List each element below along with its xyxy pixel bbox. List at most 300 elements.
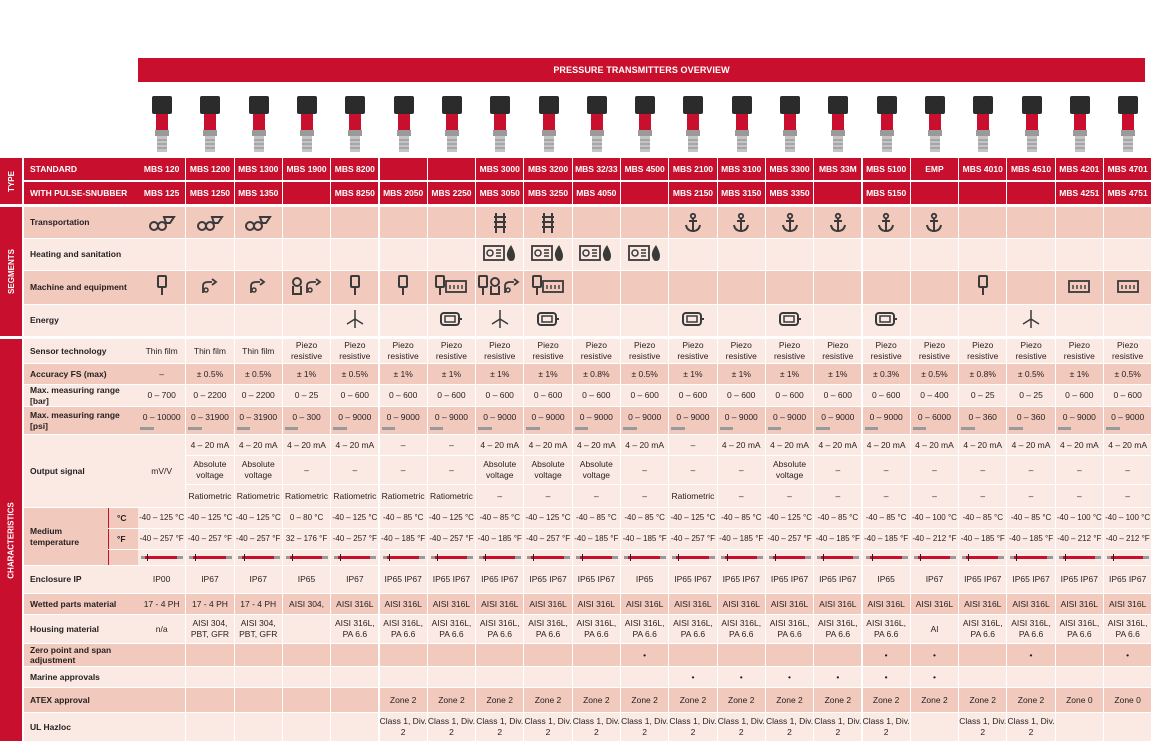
standard-cell: MBS 4701 xyxy=(1104,158,1152,180)
temp-range-bar xyxy=(189,556,231,559)
machine-cell xyxy=(524,271,572,304)
ul-hazloc-cell: Class 1, Div. 2 xyxy=(863,713,911,741)
temp-zero-tick xyxy=(775,554,776,561)
temp-range-bar xyxy=(383,556,425,559)
pulse-snubber-cell: MBS 4050 xyxy=(573,182,621,204)
car-truck-icon xyxy=(244,214,272,232)
temp-c-cell: -40 – 85 °C xyxy=(718,508,766,528)
pulse-snubber-cell: MBS 3050 xyxy=(476,182,524,204)
sensor-icon xyxy=(532,275,542,300)
temp-range-fill xyxy=(725,556,757,559)
energy-cell xyxy=(718,305,766,336)
temp-f-cell: -40 – 257 °F xyxy=(138,529,186,549)
temp-range-bar xyxy=(1059,556,1101,559)
product-image xyxy=(138,86,186,156)
output-current-cell: 4 – 20 mA xyxy=(476,435,524,455)
pulse-snubber-cell: MBS 4751 xyxy=(1104,182,1152,204)
ul-hazloc-cell xyxy=(138,713,186,741)
temp-f-cell: -40 – 185 °F xyxy=(476,529,524,549)
pulse-snubber-cell: MBS 125 xyxy=(138,182,186,204)
range-psi-text: 0 – 9000 xyxy=(869,412,903,423)
accuracy-cell: – xyxy=(138,364,186,384)
machine-cell xyxy=(766,271,814,304)
motor-icon xyxy=(681,311,705,330)
wind-icon xyxy=(345,309,365,332)
wetted-cell: AISI 316L xyxy=(911,594,959,614)
range-psi-text: 0 – 9000 xyxy=(483,412,517,423)
energy-cell xyxy=(138,305,186,336)
output-current-cell: 4 – 20 mA xyxy=(718,435,766,455)
temp-range-fill xyxy=(870,556,902,559)
ul-hazloc-cell xyxy=(283,713,331,741)
pulse-snubber-cell: MBS 4251 xyxy=(1056,182,1104,204)
anchor-icon xyxy=(684,213,702,233)
zero-span-cell xyxy=(766,644,814,666)
wetted-cell: AISI 316L xyxy=(718,594,766,614)
range-indicator xyxy=(768,427,782,430)
temp-c-cell: 0 – 80 °C xyxy=(283,508,331,528)
accuracy-cell: ± 0.8% xyxy=(573,364,621,384)
car-truck-icon xyxy=(148,214,176,232)
heating-cell xyxy=(283,239,331,270)
standard-cell: MBS 8200 xyxy=(331,158,379,180)
output-ratiometric-cell: – xyxy=(718,485,766,507)
panel-icon xyxy=(1117,279,1139,296)
wetted-cell: AISI 304, xyxy=(283,594,331,614)
output-voltage-cell: Absolute voltage xyxy=(524,456,572,484)
output-ratiometric-cell: Ratiometric xyxy=(331,485,379,507)
output-voltage-cell: – xyxy=(863,456,911,484)
range-psi-text: 0 – 9000 xyxy=(1111,412,1145,423)
range-psi-text: 0 – 9000 xyxy=(386,412,420,423)
housing-cell: AISI 316L, PA 6.6 xyxy=(524,615,572,643)
machine-cell xyxy=(669,271,717,304)
temp-c-cell: -40 – 125 °C xyxy=(766,508,814,528)
range-psi-text: 0 – 10000 xyxy=(142,412,181,423)
temp-range-bar xyxy=(479,556,521,559)
temp-range-fill xyxy=(145,556,177,559)
range-bar-cell: 0 – 400 xyxy=(911,385,959,406)
accuracy-cell: ± 1% xyxy=(766,364,814,384)
atex-cell: Zone 2 xyxy=(380,688,428,712)
wetted-cell: AISI 316L xyxy=(476,594,524,614)
sensor-cell: Piezo resistive xyxy=(380,339,428,363)
ul-hazloc-cell xyxy=(331,713,379,741)
atex-cell: Zone 0 xyxy=(1104,688,1152,712)
temp-range-fill xyxy=(773,556,805,559)
machine-cell xyxy=(476,271,524,304)
row-label-range-psi: Max. measuring range [psi] xyxy=(24,407,138,434)
pulse-snubber-cell xyxy=(621,182,669,204)
wetted-cell: AISI 316L xyxy=(1056,594,1104,614)
output-current-cell: 4 – 20 mA xyxy=(235,435,283,455)
panel-icon xyxy=(542,279,564,296)
panel-icon xyxy=(445,279,467,296)
accuracy-cell: ± 0.5% xyxy=(186,364,234,384)
ul-hazloc-cell: Class 1, Div. 2 xyxy=(669,713,717,741)
output-ratiometric-cell: – xyxy=(863,485,911,507)
temp-f-cell: -40 – 212 °F xyxy=(1104,529,1152,549)
temp-c-cell: -40 – 125 °C xyxy=(669,508,717,528)
temp-f-cell: -40 – 185 °F xyxy=(814,529,862,549)
machine-cell xyxy=(621,271,669,304)
machine-cell xyxy=(283,271,331,304)
standard-cell: MBS 120 xyxy=(138,158,186,180)
housing-cell: AISI 316L, PA 6.6 xyxy=(428,615,476,643)
temp-range-bar xyxy=(1010,556,1052,559)
range-indicator xyxy=(720,427,734,430)
temp-zero-tick xyxy=(533,554,534,561)
output-current-cell: 4 – 20 mA xyxy=(1056,435,1104,455)
atex-cell: Zone 2 xyxy=(863,688,911,712)
product-image xyxy=(283,86,331,156)
range-indicator xyxy=(285,427,299,430)
energy-cell xyxy=(766,305,814,336)
transportation-cell xyxy=(524,207,572,238)
temp-zero-tick xyxy=(582,554,583,561)
housing-cell xyxy=(283,615,331,643)
marine-cell xyxy=(283,667,331,687)
temp-range-fill xyxy=(290,556,322,559)
marine-cell xyxy=(573,667,621,687)
temp-range-bar xyxy=(576,556,618,559)
housing-cell: Al xyxy=(911,615,959,643)
hand-icon xyxy=(502,277,522,298)
anchor-icon xyxy=(829,213,847,233)
product-image xyxy=(331,86,379,156)
atex-cell: Zone 2 xyxy=(573,688,621,712)
energy-cell xyxy=(524,305,572,336)
motor-icon xyxy=(874,311,898,330)
product-image xyxy=(573,86,621,156)
transportation-cell xyxy=(621,207,669,238)
ul-hazloc-cell: Class 1, Div. 2 xyxy=(959,713,1007,741)
output-ratiometric-cell: – xyxy=(1056,485,1104,507)
housing-cell: AISI 316L, PA 6.6 xyxy=(669,615,717,643)
temp-c-cell: -40 – 125 °C xyxy=(428,508,476,528)
marine-cell xyxy=(959,667,1007,687)
transportation-cell xyxy=(863,207,911,238)
pulse-snubber-cell: MBS 5150 xyxy=(863,182,911,204)
motor-icon xyxy=(778,311,802,330)
anchor-icon xyxy=(925,213,943,233)
row-label-pulse: WITH PULSE-SNUBBER xyxy=(24,182,138,204)
range-bar-cell: 0 – 700 xyxy=(138,385,186,406)
range-psi-text: 0 – 9000 xyxy=(531,412,565,423)
temp-zero-tick xyxy=(1065,554,1066,561)
transportation-cell xyxy=(138,207,186,238)
heating-cell xyxy=(380,239,428,270)
output-ratiometric-cell: – xyxy=(476,485,524,507)
row-label-heating: Heating and sanitation xyxy=(24,239,138,270)
zero-span-cell xyxy=(283,644,331,666)
energy-cell xyxy=(1104,305,1152,336)
output-voltage-cell: – xyxy=(1104,456,1152,484)
temp-zero-tick xyxy=(244,554,245,561)
output-current-cell: – xyxy=(380,435,428,455)
wind-icon xyxy=(1021,309,1041,332)
hand-icon xyxy=(200,277,220,298)
output-voltage-cell: – xyxy=(1056,456,1104,484)
range-indicator xyxy=(1106,427,1120,430)
transportation-cell xyxy=(814,207,862,238)
temp-c-cell: -40 – 85 °C xyxy=(1007,508,1055,528)
output-current-cell: 4 – 20 mA xyxy=(766,435,814,455)
atex-cell xyxy=(235,688,283,712)
enclosure-cell: IP00 xyxy=(138,566,186,593)
machine-cell xyxy=(863,271,911,304)
temp-zero-tick xyxy=(292,554,293,561)
heating-cell xyxy=(911,239,959,270)
output-voltage-cell: Absolute voltage xyxy=(235,456,283,484)
row-label-accuracy: Accuracy FS (max) xyxy=(24,364,138,384)
transportation-cell xyxy=(476,207,524,238)
enclosure-cell: IP65 IP67 xyxy=(524,566,572,593)
temp-range-bar xyxy=(527,556,569,559)
temp-f-cell: -40 – 257 °F xyxy=(331,529,379,549)
range-bar-cell: 0 – 600 xyxy=(1104,385,1152,406)
range-psi-text: 0 – 9000 xyxy=(772,412,807,423)
energy-cell xyxy=(428,305,476,336)
marine-cell xyxy=(428,667,476,687)
sensor-cell: Piezo resistive xyxy=(1104,339,1152,363)
temp-c-cell: -40 – 85 °C xyxy=(380,508,428,528)
machine-cell xyxy=(1104,271,1152,304)
section-segments: SEGMENTS xyxy=(0,207,22,336)
panel-icon xyxy=(1068,279,1090,296)
transportation-cell xyxy=(911,207,959,238)
output-voltage-cell: Absolute voltage xyxy=(476,456,524,484)
heating-cell xyxy=(863,239,911,270)
hand-icon xyxy=(248,277,268,298)
wetted-cell: AISI 316L xyxy=(863,594,911,614)
accuracy-cell: ± 0.5% xyxy=(331,364,379,384)
temp-f-cell: -40 – 257 °F xyxy=(428,529,476,549)
temp-range-fill xyxy=(193,556,225,559)
zero-span-cell xyxy=(428,644,476,666)
energy-cell xyxy=(573,305,621,336)
marine-cell: • xyxy=(766,667,814,687)
sensor-icon xyxy=(157,275,167,300)
wetted-cell: 17 - 4 PH xyxy=(186,594,234,614)
temp-range-fill xyxy=(918,556,950,559)
product-image xyxy=(911,86,959,156)
temp-c-cell: -40 – 100 °C xyxy=(1104,508,1152,528)
temp-range-bar xyxy=(141,556,183,559)
output-current-cell: 4 – 20 mA xyxy=(814,435,862,455)
product-image xyxy=(669,86,717,156)
standard-cell: MBS 33M xyxy=(814,158,862,180)
sensor-cell: Thin film xyxy=(138,339,186,363)
range-indicator xyxy=(188,427,202,430)
enclosure-cell: IP65 IP67 xyxy=(380,566,428,593)
output-voltage-cell: – xyxy=(669,456,717,484)
boiler-icon xyxy=(579,245,601,264)
heating-cell xyxy=(718,239,766,270)
temp-range-bar xyxy=(769,556,811,559)
wetted-cell: AISI 316L xyxy=(669,594,717,614)
zero-span-cell: • xyxy=(621,644,669,666)
motor-icon xyxy=(439,311,463,330)
wetted-cell: 17 - 4 PH xyxy=(138,594,186,614)
sensor-cell: Piezo resistive xyxy=(766,339,814,363)
transportation-cell xyxy=(573,207,621,238)
machine-cell xyxy=(380,271,428,304)
output-ratiometric-cell: – xyxy=(1007,485,1055,507)
transportation-cell xyxy=(331,207,379,238)
output-voltage-cell: – xyxy=(331,456,379,484)
transportation-cell xyxy=(428,207,476,238)
machine-cell xyxy=(1007,271,1055,304)
enclosure-cell: IP65 IP67 xyxy=(814,566,862,593)
atex-cell: Zone 2 xyxy=(428,688,476,712)
range-indicator xyxy=(671,427,685,430)
ul-hazloc-cell: Class 1, Div. 2 xyxy=(524,713,572,741)
range-indicator xyxy=(623,427,637,430)
boiler-icon xyxy=(628,245,650,264)
output-ratiometric-cell: Ratiometric xyxy=(235,485,283,507)
product-image xyxy=(766,86,814,156)
temp-range-bar xyxy=(962,556,1004,559)
sensor-cell: Piezo resistive xyxy=(476,339,524,363)
wetted-cell: AISI 316L xyxy=(428,594,476,614)
row-label-medium: Medium temperature xyxy=(24,508,108,565)
temp-zero-tick xyxy=(485,554,486,561)
temp-range-fill xyxy=(387,556,419,559)
atex-cell: Zone 2 xyxy=(766,688,814,712)
housing-cell: AISI 316L, PA 6.6 xyxy=(380,615,428,643)
heating-cell xyxy=(524,239,572,270)
row-label-standard: STANDARD xyxy=(24,158,138,180)
atex-cell xyxy=(138,688,186,712)
transportation-cell xyxy=(1104,207,1152,238)
marine-cell: • xyxy=(718,667,766,687)
pulse-snubber-cell: MBS 2050 xyxy=(380,182,428,204)
ul-hazloc-cell xyxy=(235,713,283,741)
temp-range-bar xyxy=(866,556,908,559)
housing-cell: AISI 316L, PA 6.6 xyxy=(766,615,814,643)
row-label-output: Output signal xyxy=(24,435,138,507)
energy-cell xyxy=(669,305,717,336)
range-bar-cell: 0 – 25 xyxy=(1007,385,1055,406)
standard-cell: MBS 4010 xyxy=(959,158,1007,180)
standard-cell: EMP xyxy=(911,158,959,180)
output-voltage-cell: – xyxy=(959,456,1007,484)
temp-range-bar xyxy=(334,556,376,559)
wetted-cell: AISI 316L xyxy=(380,594,428,614)
zero-span-cell xyxy=(186,644,234,666)
heating-cell xyxy=(428,239,476,270)
temp-range-fill xyxy=(1063,556,1095,559)
sensor-cell: Piezo resistive xyxy=(524,339,572,363)
rail-icon xyxy=(493,213,507,233)
transportation-cell xyxy=(1007,207,1055,238)
standard-cell: MBS 1300 xyxy=(235,158,283,180)
range-bar-cell: 0 – 600 xyxy=(1056,385,1104,406)
temp-range-fill xyxy=(531,556,563,559)
ul-hazloc-cell: Class 1, Div. 2 xyxy=(718,713,766,741)
range-psi-text: 0 – 300 xyxy=(292,412,321,423)
machine-cell xyxy=(235,271,283,304)
output-current-cell: 4 – 20 mA xyxy=(1007,435,1055,455)
range-psi-text: 0 – 9000 xyxy=(676,412,710,423)
standard-cell xyxy=(380,158,428,180)
standard-cell: MBS 4510 xyxy=(1007,158,1055,180)
accuracy-cell: ± 1% xyxy=(476,364,524,384)
sensor-cell: Piezo resistive xyxy=(669,339,717,363)
enclosure-cell: IP65 xyxy=(283,566,331,593)
housing-cell: AISI 316L, PA 6.6 xyxy=(573,615,621,643)
output-current-cell: 4 – 20 mA xyxy=(283,435,331,455)
row-label-ul: UL Hazloc xyxy=(24,713,138,741)
heating-cell xyxy=(1007,239,1055,270)
motor-icon xyxy=(536,311,560,330)
ul-hazloc-cell: Class 1, Div. 2 xyxy=(380,713,428,741)
output-current-cell: – xyxy=(428,435,476,455)
range-indicator xyxy=(382,427,396,430)
range-psi-text: 0 – 9000 xyxy=(821,412,855,423)
sensor-cell: Piezo resistive xyxy=(863,339,911,363)
pulse-snubber-cell: MBS 3350 xyxy=(766,182,814,204)
product-image xyxy=(863,86,911,156)
unit-label-f: °F xyxy=(108,529,138,549)
transportation-cell xyxy=(380,207,428,238)
machine-cell xyxy=(718,271,766,304)
enclosure-cell: IP65 IP67 xyxy=(1007,566,1055,593)
range-bar-cell: 0 – 600 xyxy=(428,385,476,406)
output-voltage-cell: – xyxy=(718,456,766,484)
enclosure-cell: IP67 xyxy=(331,566,379,593)
range-psi-text: 0 – 31900 xyxy=(239,412,278,423)
flame-icon xyxy=(505,244,517,265)
wetted-cell: AISI 316L xyxy=(621,594,669,614)
atex-cell: Zone 0 xyxy=(1056,688,1104,712)
zero-span-cell xyxy=(524,644,572,666)
heating-cell xyxy=(959,239,1007,270)
range-bar-cell: 0 – 600 xyxy=(766,385,814,406)
marine-cell xyxy=(235,667,283,687)
heating-cell xyxy=(669,239,717,270)
marine-cell xyxy=(524,667,572,687)
range-psi-text: 0 – 9000 xyxy=(1062,412,1096,423)
ul-hazloc-cell: Class 1, Div. 2 xyxy=(814,713,862,741)
temp-f-cell: -40 – 212 °F xyxy=(1056,529,1104,549)
temp-range-bar xyxy=(672,556,714,559)
temp-range-fill xyxy=(242,556,274,559)
energy-cell xyxy=(331,305,379,336)
cylinder-icon xyxy=(488,276,502,299)
sensor-icon xyxy=(478,275,488,300)
transportation-cell xyxy=(669,207,717,238)
section-type: TYPE xyxy=(0,158,22,204)
energy-cell xyxy=(380,305,428,336)
marine-cell xyxy=(138,667,186,687)
atex-cell: Zone 2 xyxy=(959,688,1007,712)
output-ratiometric-cell: – xyxy=(959,485,1007,507)
pulse-snubber-cell: MBS 2250 xyxy=(428,182,476,204)
atex-cell xyxy=(331,688,379,712)
temp-range-fill xyxy=(966,556,998,559)
range-indicator xyxy=(526,427,540,430)
output-current-cell: 4 – 20 mA xyxy=(186,435,234,455)
enclosure-cell: IP65 IP67 xyxy=(959,566,1007,593)
row-label-marine: Marine approvals xyxy=(24,667,138,687)
pulse-snubber-cell xyxy=(814,182,862,204)
marine-cell xyxy=(331,667,379,687)
enclosure-cell: IP67 xyxy=(911,566,959,593)
atex-cell: Zone 2 xyxy=(911,688,959,712)
car-truck-icon xyxy=(196,214,224,232)
